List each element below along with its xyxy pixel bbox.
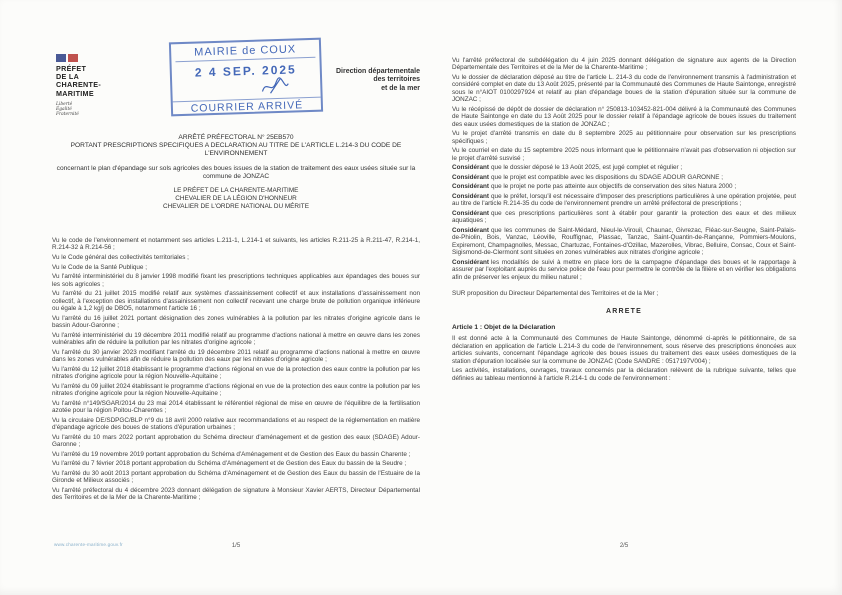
article1-paragraph: Il est donné acte à la Communauté des Communes de Haute Saintonge, dénommé ci-après le pétitionnaire, de sa déclaration en application de l'article L.214-3 du code de l'environnement, sous réserve des prescriptions énoncées aux articles suivants, concernant l'épandage agricole des boues issues du traitement des eaux usées domestiques de la station d'épuration localisée sur la commune de JONZAC (Code SANDRE : 0517197V004) ; (452, 335, 796, 365)
vu-paragraph: Vu l'arrêté n°149/SGAR/2014 du 23 mai 2014 établissant le référentiel régional de mise en œuvre de l'équilibre de la fertilisation azotée pour la région Poitou-Charentes ; (52, 399, 420, 414)
arrete-title-line: PORTANT PRESCRIPTIONS SPECIFIQUES A DECLARATION AU TITRE DE L'ARTICLE L.214-3 DU CODE DE L'ENVIRONNEMENT (70, 142, 402, 157)
vu-paragraph: Vu l'arrêté du 21 juillet 2015 modifié relatif aux systèmes d'assainissement collectif et aux installations d'assainissement non collectif, à l'exception des installations d'assainissement non collectif recevant une charge brute de pollution organique inférieure ou égale à 1,2 kg/j de DBO5, notamment l'article 16 ; (52, 290, 420, 312)
logo-motto: Liberté Égalité Fraternité (56, 101, 79, 118)
vu-paragraph: Vu le dossier de déclaration déposé au titre de l'article L. 214-3 du code de l'environnement transmis à l'administration et considéré complet en date du 13 Août 2025, présenté par la Communauté des Communes de Haute Saintonge, enregistré sous le n°AIOT 0100297924 et relatif au plan d'épandage boues de la station d'épuration située sur la commune de JONZAC ; (452, 74, 796, 104)
stamp-date: 2 4 SEP. 2025 (194, 62, 297, 80)
vu-paragraph: Vu la circulaire DE/SDPGC/BLP n°9 du 18 avril 2000 relative aux recommandations et au respect de la réglementation en matière d'épandage agricole des boues de stations d'épuration urbaines ; (52, 416, 420, 431)
vu-paragraph: Vu l'arrêté du 19 novembre 2019 portant approbation du Schéma d'Aménagement et de Gestion des Eaux du bassin Charente ; (52, 450, 411, 458)
vu-list-page2 (452, 57, 796, 382)
handwritten-mark-icon (256, 77, 293, 96)
french-flag-icon (56, 54, 134, 62)
arrete-number-line: ARRÊTÉ PRÉFECTORAL N° 25EB570 (178, 134, 294, 141)
considerant-paragraph: Considérant que le projet ne porte pas atteinte aux objectifs de conservation des sites Natura 2000 ; (452, 183, 737, 191)
considerant-paragraph: Considérant que le dossier déposé le 13 Août 2025, est jugé complet et régulier ; (452, 164, 683, 172)
vu-paragraph: Vu l'arrêté du 09 juillet 2024 établissant le programme d'actions régional en vue de la protection des eaux contre la pollution par les nitrates d'origine agricole pour la région Nouvelle-Aquitaine ; (52, 382, 420, 397)
arrival-stamp (169, 38, 323, 117)
considerant-paragraph: Considérant que les communes de Saint-Médard, Nieul-le-Virouil, Chaunac, Givrezac, Fléac-sur-Seugne, Saint-Palais-de-Phiolin, Bois, Vanzac, Léoville, Rouffignac, Plassac, Tanzac, Saint-Quantin-de-Rançanne, Pommiers-Moulons, Expiremont, Champagnolles, Messac, Chartuzac, Fontaines-d'Ozillac, Mazerolles, Vibrac, Belluire, Consac, Coux et Saint-Sigismond-de-Clermont sont situées en zones vulnérables aux nitrates d'origine agricole ; (452, 227, 796, 257)
article1-paragraph: Les activités, installations, ouvrages, travaux concernés par la déclaration relèvent de la rubrique suivante, telles que définies au tableau mentionné à l'article R.214-1 du code de l'environnement : (452, 367, 796, 382)
considerant-paragraph: Considérant que le préfet, lorsqu'il est nécessaire d'imposer des prescriptions particulières à une opération projetée, peut au titre de l'article R.214-35 du code de l'environnement prendre un arrêté préfectoral de prescriptions ; (452, 193, 796, 208)
gov-logo (56, 54, 134, 117)
vu-paragraph: Vu l'arrêté du 30 août 2013 portant approbation du Schéma d'Aménagement et de Gestion des Eaux du bassin de l'Estuaire de la Gironde et Milieux associés ; (52, 469, 420, 485)
vu-paragraph: Vu le code de l'environnement et notamment ses articles L.211-1, L.214-1 et suivants, les articles R.211-25 à R.211-47, R.214-1, R.214-32 à R.214-56 ; (52, 237, 420, 252)
document-title (52, 134, 420, 211)
page-2 (452, 50, 796, 384)
logo-line: DE LA (56, 72, 80, 82)
prefect-titles: LE PRÉFET DE LA CHARENTE-MARITIME CHEVALIER DE LA LÉGION D'HONNEUR CHEVALIER DE L'ORDRE NATIONAL DU MÉRITE (163, 187, 309, 210)
vu-paragraph: Vu le Code général des collectivités territoriales ; (52, 254, 189, 261)
sur-proposition: SUR proposition du Directeur Départemental des Territoires et de la Mer ; (452, 290, 659, 298)
vu-paragraph: Vu l'arrêté interministériel du 19 décembre 2011 modifié relatif au programme d'actions national à mettre en œuvre dans les zones vulnérables afin de réduire la pollution par les nitrates d'origine agricole ; (52, 331, 420, 346)
logo-line: MARITIME (56, 88, 94, 98)
footer-url: www.charente-maritime.gouv.fr (54, 542, 123, 547)
stamp-office-name: MAIRIE de COUX (175, 40, 315, 62)
vu-paragraph: Vu l'arrêté du 30 janvier 2023 modifiant l'arrêté du 19 décembre 2011 relatif au programme d'actions national à mettre en œuvre dans les zones vulnérables afin de réduire la pollution des eaux par les nitrates d'origine agricole ; (52, 348, 420, 363)
considerant-paragraph: Considérant que ces prescriptions particulières sont à établir pour garantir la protection des eaux et des milieux aquatiques ; (452, 210, 796, 225)
subject-line: concernant le plan d'épandage sur sols agricoles des boues issues de la station de traitement des eaux usées située sur la commune de JONZAC (56, 165, 416, 180)
article1-heading: Article 1 : Objet de la Déclaration (452, 324, 556, 332)
vu-paragraph: Vu le récépissé de dépôt de dossier de déclaration n° 250813-103452-821-004 délivré à la Communauté des Communes de Haute Saintonge en date du 13 Août 2025 pour le dossier relatif à l'épandage agricole de boues issues du traitement des eaux usées domestiques de la station de JONZAC ; (452, 105, 796, 128)
vu-paragraph: Vu le Code de la Santé Publique ; (52, 263, 147, 271)
vu-paragraph: Vu le courriel en date du 15 septembre 2025 nous informant que le pétitionnaire n'avait pas d'observation ni objection sur le projet d'arrêté susvisé ; (452, 147, 796, 162)
arrete-heading: ARRETE (606, 308, 642, 316)
page-number-left: 1/5 (231, 543, 241, 549)
page-number-right: 2/5 (619, 543, 629, 549)
considerant-paragraph: Considérant que le projet est compatible avec les dispositions du SDAGE ADOUR GARONNE ; (452, 173, 724, 181)
logo-line: CHARENTE- (56, 80, 102, 90)
vu-paragraph: Vu l'arrêté du 10 mars 2022 portant approbation du Schéma directeur d'aménagement et de gestion des eaux (SDAGE) Adour-Garonne ; (52, 433, 420, 448)
vu-list-page1 (52, 237, 420, 502)
considerant-paragraph: Considérant les modalités de suivi à mettre en place lors de la campagne d'épandage des boues et le rapportage à assurer par l'exploitant auprès du service police de l'eau pour permettre le contrôle de la filière et en vérifier les obligations afin de préserver les enjeux du milieu naturel ; (452, 258, 796, 281)
vu-paragraph: Vu l'arrêté du 12 juillet 2018 établissant le programme d'actions régional en vue de la protection des eaux contre la pollution par les nitrates d'origine agricole pour la région Nouvelle-Aquitaine ; (52, 365, 420, 380)
stamp-arrival-label: COURRIER ARRIVÉ (173, 97, 321, 116)
vu-paragraph: Vu le projet d'arrêté transmis en date du 8 septembre 2025 au pétitionnaire pour observation sur les prescriptions spécifiques ; (452, 130, 796, 145)
vu-paragraph: Vu l'arrêté interministériel du 8 janvier 1998 modifié fixant les prescriptions techniques applicables aux épandages des boues sur les sols agricoles ; (52, 273, 420, 288)
vu-paragraph: Vu l'arrêté préfectoral du 4 décembre 2023 donnant délégation de signature à Monsieur Xavier AERTS, Directeur Départemental des Territoires et de la Mer de la Charente-Maritime ; (52, 486, 420, 502)
vu-paragraph: Vu l'arrêté préfectoral de subdélégation du 4 juin 2025 donnant délégation de signature aux agents de la Direction Départementale des Territoires et de la Mer de la Charente-Maritime ; (452, 57, 796, 72)
logo-line: PRÉFET (56, 64, 87, 73)
direction-block: Direction départementale des territoires et de la mer (335, 68, 420, 92)
vu-paragraph: Vu l'arrêté du 16 juillet 2021 portant désignation des zones vulnérables à la pollution par les nitrates d'origine agricole dans le bassin Adour-Garonne ; (52, 314, 420, 329)
page-1 (52, 43, 420, 504)
vu-paragraph: Vu l'arrêté du 7 février 2018 portant approbation du Schéma d'Aménagement et de Gestion des Eaux du bassin de la Seudre ; (52, 460, 407, 468)
